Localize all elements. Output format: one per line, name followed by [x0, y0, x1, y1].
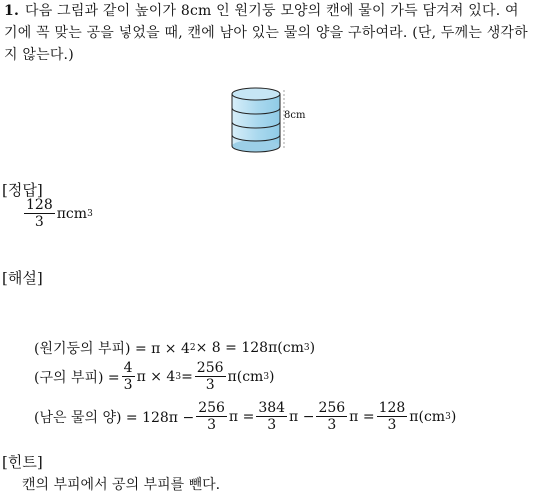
line3-fraction-1: [196, 400, 227, 433]
line3-f3-den: 3: [327, 417, 337, 433]
line1-mid: × 8 = 128π(cm: [195, 340, 304, 356]
line2-fraction-1: [122, 360, 135, 393]
line3-rest: π(cm: [409, 408, 446, 425]
explanation-label: [해설]: [2, 269, 43, 287]
problem-text: 다음 그림과 같이 높이가 8cm 인 원기둥 모양의 캔에 물이 가득 담겨져 있다. 여기에 꼭 맞는 공을 넣었을 때, 캔에 남아 있는 물의 양을 구하여라. (단, 두께는 생각하지 않는다.): [4, 3, 528, 63]
answer-denominator: 3: [34, 214, 44, 230]
height-label: 8cm: [284, 110, 306, 121]
line1-exp2: 3: [303, 343, 310, 353]
line3-exp: 3: [445, 411, 451, 422]
line3-f2-den: 3: [267, 417, 277, 433]
line1-exp1: 2: [189, 343, 196, 353]
line2-fraction-2: [195, 360, 226, 393]
cylinder-diagram: [228, 84, 308, 158]
water-top: [232, 88, 280, 100]
line2-mid: π × 4: [136, 368, 176, 385]
line2-f1-num: 4: [123, 360, 133, 376]
water-body: [232, 94, 280, 146]
answer-numerator: 128: [26, 197, 53, 213]
line3-f1-num: 256: [198, 400, 225, 416]
answer-rest: πcm: [56, 205, 88, 222]
line3-t2: π −: [289, 408, 315, 425]
explanation-line-2: [34, 360, 275, 393]
line3-f3-num: 256: [318, 400, 346, 416]
answer-fraction: [24, 197, 55, 230]
line3-lhs: (남은 물의 양) = 128π −: [34, 409, 195, 426]
line3-t1: π =: [228, 408, 255, 425]
line3-f1-den: 3: [207, 417, 217, 433]
answer-label: [정답]: [2, 181, 43, 199]
problem-number: 1.: [4, 3, 20, 19]
line2-end: ): [269, 368, 275, 385]
line3-fraction-2: [256, 400, 287, 433]
explanation-line-3: [34, 400, 456, 433]
explanation-line-1: [34, 338, 315, 358]
hint-label: [힌트]: [2, 453, 43, 471]
line3-fraction-3: [316, 400, 347, 433]
line2-rest: π(cm: [227, 368, 264, 385]
answer-value: [22, 197, 93, 230]
line2-eq: =: [181, 368, 193, 385]
line2-exp1: 3: [175, 371, 182, 382]
line3-fraction-4: [377, 400, 408, 433]
line2-f2-num: 256: [196, 360, 224, 376]
line1-lhs: (원기둥의 부피) = π × 4: [34, 341, 190, 357]
line3-end: ): [450, 408, 457, 425]
line1-end: ): [309, 340, 316, 356]
line2-f2-den: 3: [205, 377, 215, 393]
cylinder-figure: [228, 84, 308, 162]
line2-lhs: (구의 부피) =: [34, 369, 120, 386]
line3-f4-num: 128: [378, 400, 406, 416]
line2-f1-den: 3: [123, 377, 133, 393]
answer-unit-exponent: 3: [87, 208, 93, 219]
line2-exp2: 3: [263, 371, 270, 382]
line3-f4-den: 3: [387, 417, 397, 433]
hint-text: 캔의 부피에서 공의 부피를 뺀다.: [22, 477, 221, 493]
line3-f2-num: 384: [258, 400, 286, 416]
problem-statement: [4, 0, 532, 66]
line3-t3: π =: [349, 408, 375, 425]
